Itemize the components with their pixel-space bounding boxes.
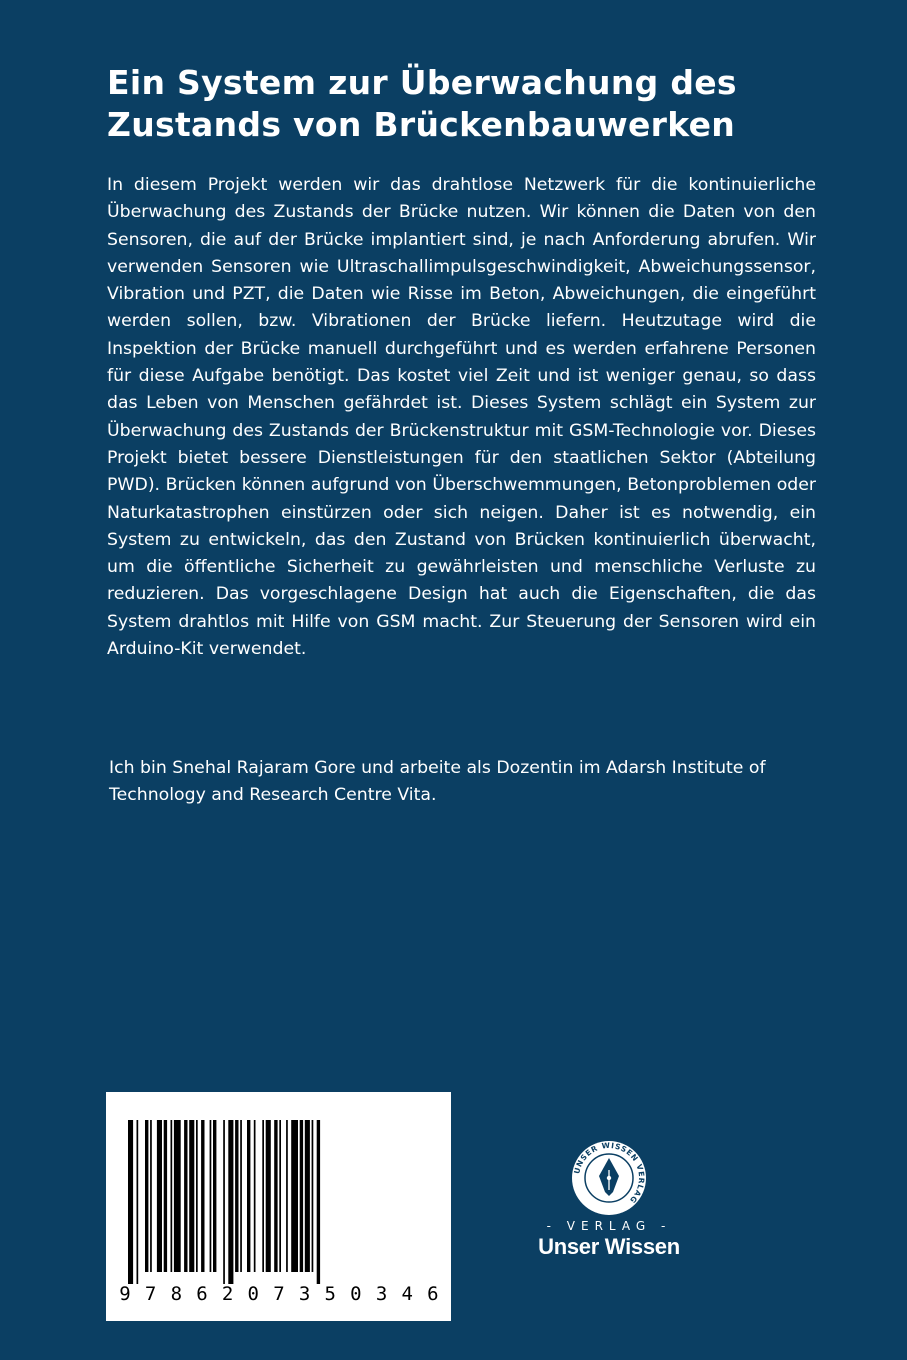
barcode-bar [228, 1120, 233, 1284]
barcode-bar [317, 1120, 320, 1284]
barcode-bar [128, 1120, 133, 1284]
fountain-pen-nib-icon [571, 1140, 647, 1216]
isbn-digit: 8 [170, 1283, 183, 1305]
isbn-digit: 0 [247, 1283, 259, 1305]
book-title-line-1: Ein System zur Überwachung des [107, 63, 737, 102]
isbn-number [114, 1283, 444, 1305]
barcode-bar [145, 1120, 148, 1272]
logo-ring-text: UNSER WISSEN VERLAG [572, 1140, 647, 1206]
isbn-digit: 3 [298, 1283, 311, 1305]
barcode-bar [286, 1120, 288, 1272]
barcode-bar [171, 1120, 173, 1272]
publisher-logo [526, 1140, 692, 1265]
barcode-bar [201, 1120, 204, 1272]
isbn-digit: 5 [324, 1283, 336, 1305]
barcode-bar [184, 1120, 187, 1272]
author-bio: Ich bin Snehal Rajaram Gore und arbeite als Dozentin im Adarsh Institute of Technology and Research Centre Vita. [109, 758, 766, 806]
barcode-bar [300, 1120, 303, 1272]
barcode-bar [266, 1120, 271, 1272]
barcode-bar [213, 1120, 216, 1272]
barcode-bar [312, 1120, 314, 1272]
book-title-line-2: Zustands von Brückenbauwerken [107, 105, 736, 144]
barcode-bar [210, 1120, 212, 1272]
barcode-bar [247, 1120, 250, 1272]
barcode-bar [196, 1120, 198, 1272]
isbn-digit: 2 [221, 1283, 234, 1305]
barcode-bar [240, 1120, 242, 1272]
barcode-bar [157, 1120, 162, 1272]
isbn-digit: 7 [144, 1283, 157, 1305]
barcode-bar [174, 1120, 181, 1272]
isbn-digit: 7 [273, 1283, 285, 1305]
isbn-digit: 0 [350, 1283, 362, 1305]
book-summary: In diesem Projekt werden wir das drahtlose Netzwerk für die kontinuierliche Überwachung des Zustands der Brücke nutzen. Wir können die Daten von den Sensoren, die auf der Brücke implantiert sind, je nach Anforderung abrufen. Wir verwenden Sensoren wie Ultraschallimpulsgeschwindigkeit, Abweichungssensor, Vibration und PZT, die Daten wie Risse im Beton, Abweichungen, die eingeführt werden sollen, bzw. Vibrationen der Brücke liefern. Heutzutage wird die Inspektion der Brücke manuell durchgeführt und es werden erfahrene Personen für diese Aufgabe benötigt. Das kostet viel Zeit und ist weniger genau, so dass das Leben von Menschen gefährdet ist. Dieses System schlägt ein System zur Überwachung des Zustands der Brückenstruktur mit GSM-Technologie vor. Dieses Projekt bietet bessere Dienstleistungen für den staatlichen Sektor (Abteilung PWD). Brücken können aufgrund von Überschwemmungen, Betonproblemen oder Naturkatastrophen einstürzen oder sich neigen. Daher ist es notwendig, ein System zu entwickeln, das den Zustand von Brücken kontinuierlich überwacht, um die öffentliche Sicherheit zu gewährleisten und menschliche Verluste zu reduzieren. Das vorgeschlagene Design hat auch die Eigenschaften, die das System drahtlos mit Hilfe von GSM macht. Zur Steuerung der Sensoren wird ein Arduino-Kit verwendet. [107, 175, 816, 660]
barcode-bar [137, 1120, 139, 1284]
isbn-digit: 6 [196, 1283, 208, 1305]
barcode-bar [262, 1120, 264, 1272]
isbn-digit: 9 [119, 1283, 131, 1305]
publisher-name: Unser Wissen [538, 1234, 680, 1259]
barcode-bar [279, 1120, 281, 1272]
barcode-bar [274, 1120, 277, 1272]
isbn-digit: 3 [375, 1283, 388, 1305]
barcode-bar [235, 1120, 238, 1272]
isbn-digit: 4 [401, 1283, 413, 1305]
isbn-digit: 6 [427, 1283, 439, 1305]
publisher-label: - VERLAG - [546, 1219, 672, 1233]
barcode-bar [291, 1120, 298, 1272]
barcode-bar [223, 1120, 225, 1284]
barcode-bar [254, 1120, 256, 1272]
barcode-bar [164, 1120, 167, 1272]
barcode-bar [189, 1120, 194, 1272]
book-title [107, 62, 847, 146]
barcode-bar [305, 1120, 310, 1272]
barcode-bar [150, 1120, 152, 1272]
isbn-barcode [106, 1092, 451, 1321]
